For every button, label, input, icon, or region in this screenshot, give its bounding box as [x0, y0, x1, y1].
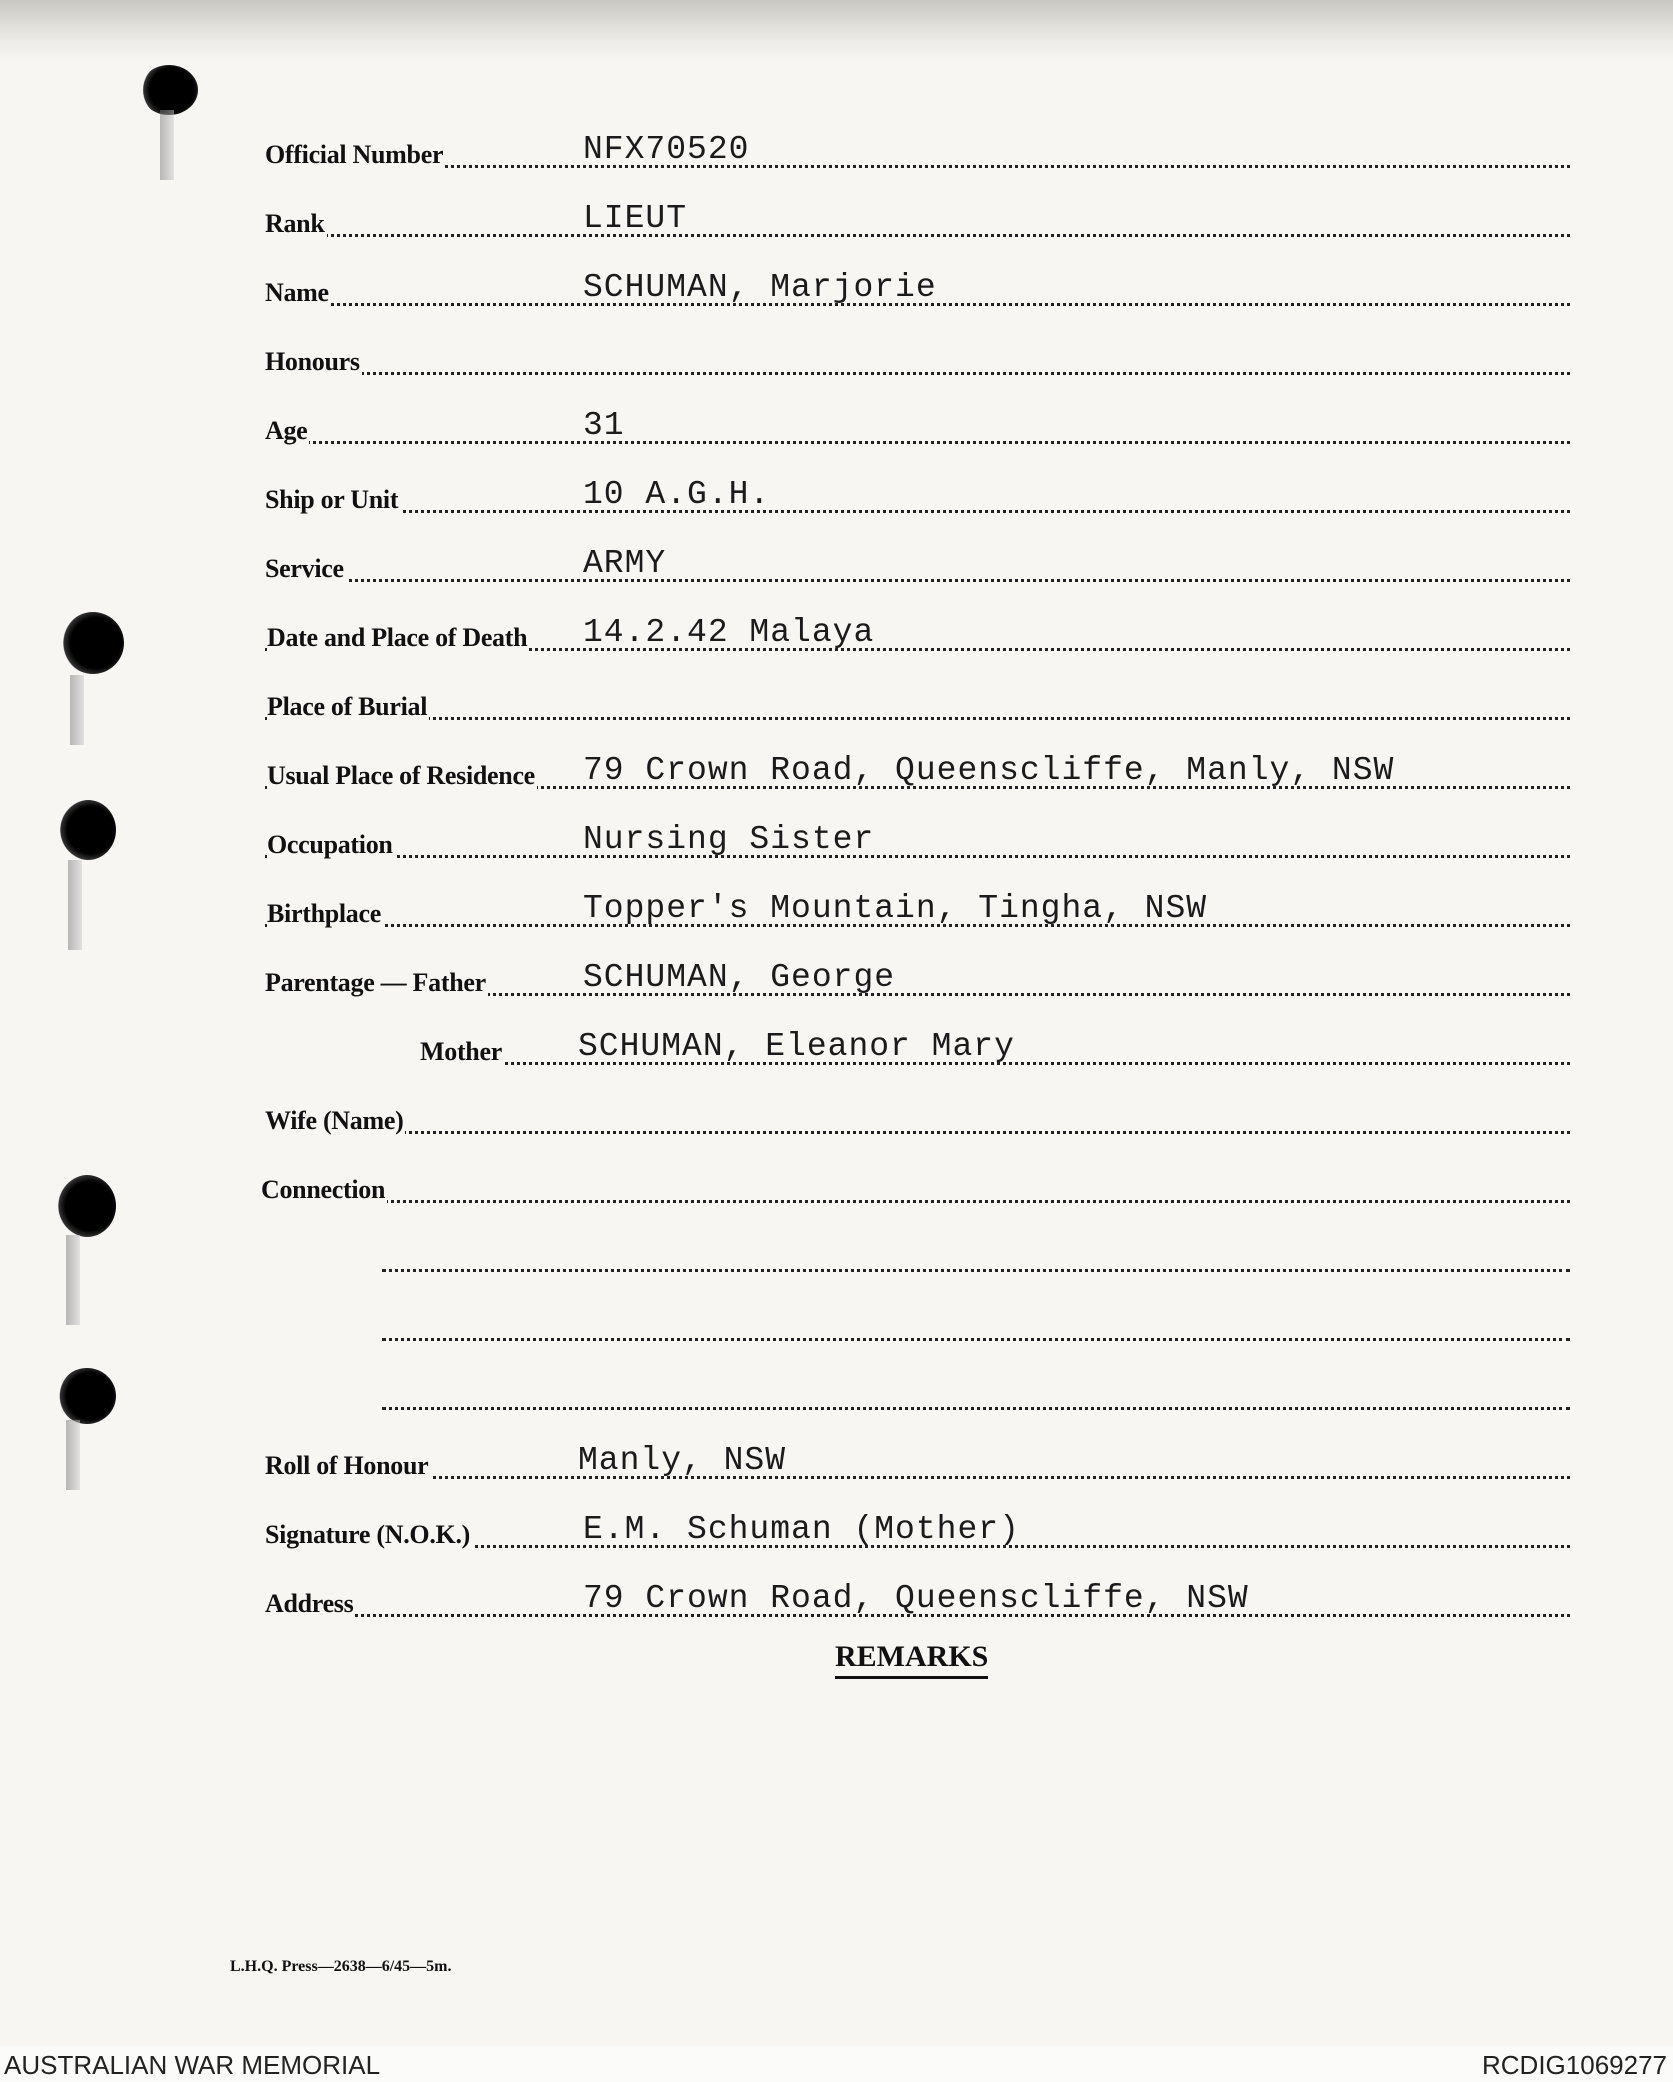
field-label: Name: [265, 278, 329, 307]
field-official-number: [265, 130, 1570, 176]
field-occupation: [265, 820, 1570, 866]
punch-hole: [140, 65, 198, 115]
dotted-line: [265, 1476, 1570, 1479]
field-value: SCHUMAN, George: [583, 959, 896, 996]
dotted-line: [382, 1269, 1570, 1272]
remarks-heading: REMARKS: [835, 1640, 988, 1679]
dotted-line: [265, 717, 1570, 720]
hole-shadow: [70, 675, 84, 745]
dotted-line: [265, 165, 1570, 168]
field-value: Topper's Mountain, Tingha, NSW: [583, 890, 1208, 927]
field-mother: [265, 1027, 1570, 1073]
hole-shadow: [66, 1235, 80, 1325]
field-value: SCHUMAN, Eleanor Mary: [578, 1028, 1015, 1065]
punch-hole: [62, 612, 124, 674]
field-value: SCHUMAN, Marjorie: [583, 269, 937, 306]
field-connection: [261, 1165, 1570, 1211]
field-value: 31: [583, 407, 625, 444]
field-label: Rank: [265, 209, 325, 238]
field-honours: [265, 337, 1570, 383]
dotted-line: [382, 1407, 1570, 1410]
dotted-line: [382, 1338, 1570, 1341]
hole-shadow: [66, 1420, 80, 1490]
field-value: 14.2.42 Malaya: [583, 614, 875, 651]
field-label: Connection: [261, 1175, 386, 1204]
press-mark: L.H.Q. Press—2638—6/45—5m.: [230, 1958, 452, 1975]
hole-shadow: [68, 860, 82, 950]
field-date-place-death: [265, 613, 1570, 659]
field-value: 79 Crown Road, Queenscliffe, Manly, NSW: [583, 752, 1395, 789]
scan-top-edge: [0, 0, 1673, 60]
field-label: Honours: [265, 347, 360, 376]
punch-hole: [60, 800, 116, 860]
field-birthplace: [265, 889, 1570, 935]
field-label: Occupation: [267, 830, 393, 859]
field-roll-of-honour: [265, 1441, 1570, 1487]
field-connection-line: [265, 1234, 1570, 1280]
field-value: LIEUT: [583, 200, 688, 237]
field-value: 79 Crown Road, Queenscliffe, NSW: [583, 1580, 1249, 1617]
hole-shadow: [160, 110, 174, 180]
punch-hole: [58, 1175, 116, 1237]
dotted-line: [265, 855, 1570, 858]
dotted-line: [265, 1200, 1570, 1203]
field-label: Place of Burial: [267, 692, 428, 721]
field-label: Wife (Name): [265, 1106, 404, 1135]
field-label: Birthplace: [267, 899, 381, 928]
field-rank: [265, 199, 1570, 245]
field-label: Roll of Honour: [265, 1451, 429, 1480]
field-father: [265, 958, 1570, 1004]
field-value: 10 A.G.H.: [583, 476, 771, 513]
dotted-line: [265, 441, 1570, 444]
field-label: Age: [265, 416, 308, 445]
field-connection-line: [265, 1372, 1570, 1418]
field-age: [265, 406, 1570, 452]
field-value: Manly, NSW: [578, 1442, 787, 1479]
field-place-of-burial: [265, 682, 1570, 728]
field-label: Official Number: [265, 140, 444, 169]
field-label: Usual Place of Residence: [267, 761, 535, 790]
footer-record-id: RCDIG1069277: [1482, 2050, 1667, 2080]
field-value: NFX70520: [583, 131, 750, 168]
field-label: Signature (N.O.K.): [265, 1520, 471, 1549]
field-label: Address: [265, 1589, 354, 1618]
field-label: Service: [265, 554, 344, 583]
footer-institution: AUSTRALIAN WAR MEMORIAL: [4, 2050, 381, 2080]
dotted-line: [265, 579, 1570, 582]
field-address: [265, 1579, 1570, 1625]
field-service: [265, 544, 1570, 590]
field-ship-or-unit: [265, 475, 1570, 521]
dotted-line: [265, 510, 1570, 513]
field-value: Nursing Sister: [583, 821, 875, 858]
field-connection-line: [265, 1303, 1570, 1349]
field-name: [265, 268, 1570, 314]
field-label: Date and Place of Death: [267, 623, 528, 652]
field-usual-residence: [265, 751, 1570, 797]
dotted-line: [265, 1131, 1570, 1134]
field-value: E.M. Schuman (Mother): [583, 1511, 1020, 1548]
field-label: Mother: [420, 1037, 502, 1066]
field-signature-nok: [265, 1510, 1570, 1556]
punch-hole: [58, 1368, 116, 1424]
field-wife: [265, 1096, 1570, 1142]
field-label: Parentage — Father: [265, 968, 486, 997]
dotted-line: [265, 372, 1570, 375]
field-value: ARMY: [583, 545, 667, 582]
dotted-line: [265, 234, 1570, 237]
field-label: Ship or Unit: [265, 485, 399, 514]
